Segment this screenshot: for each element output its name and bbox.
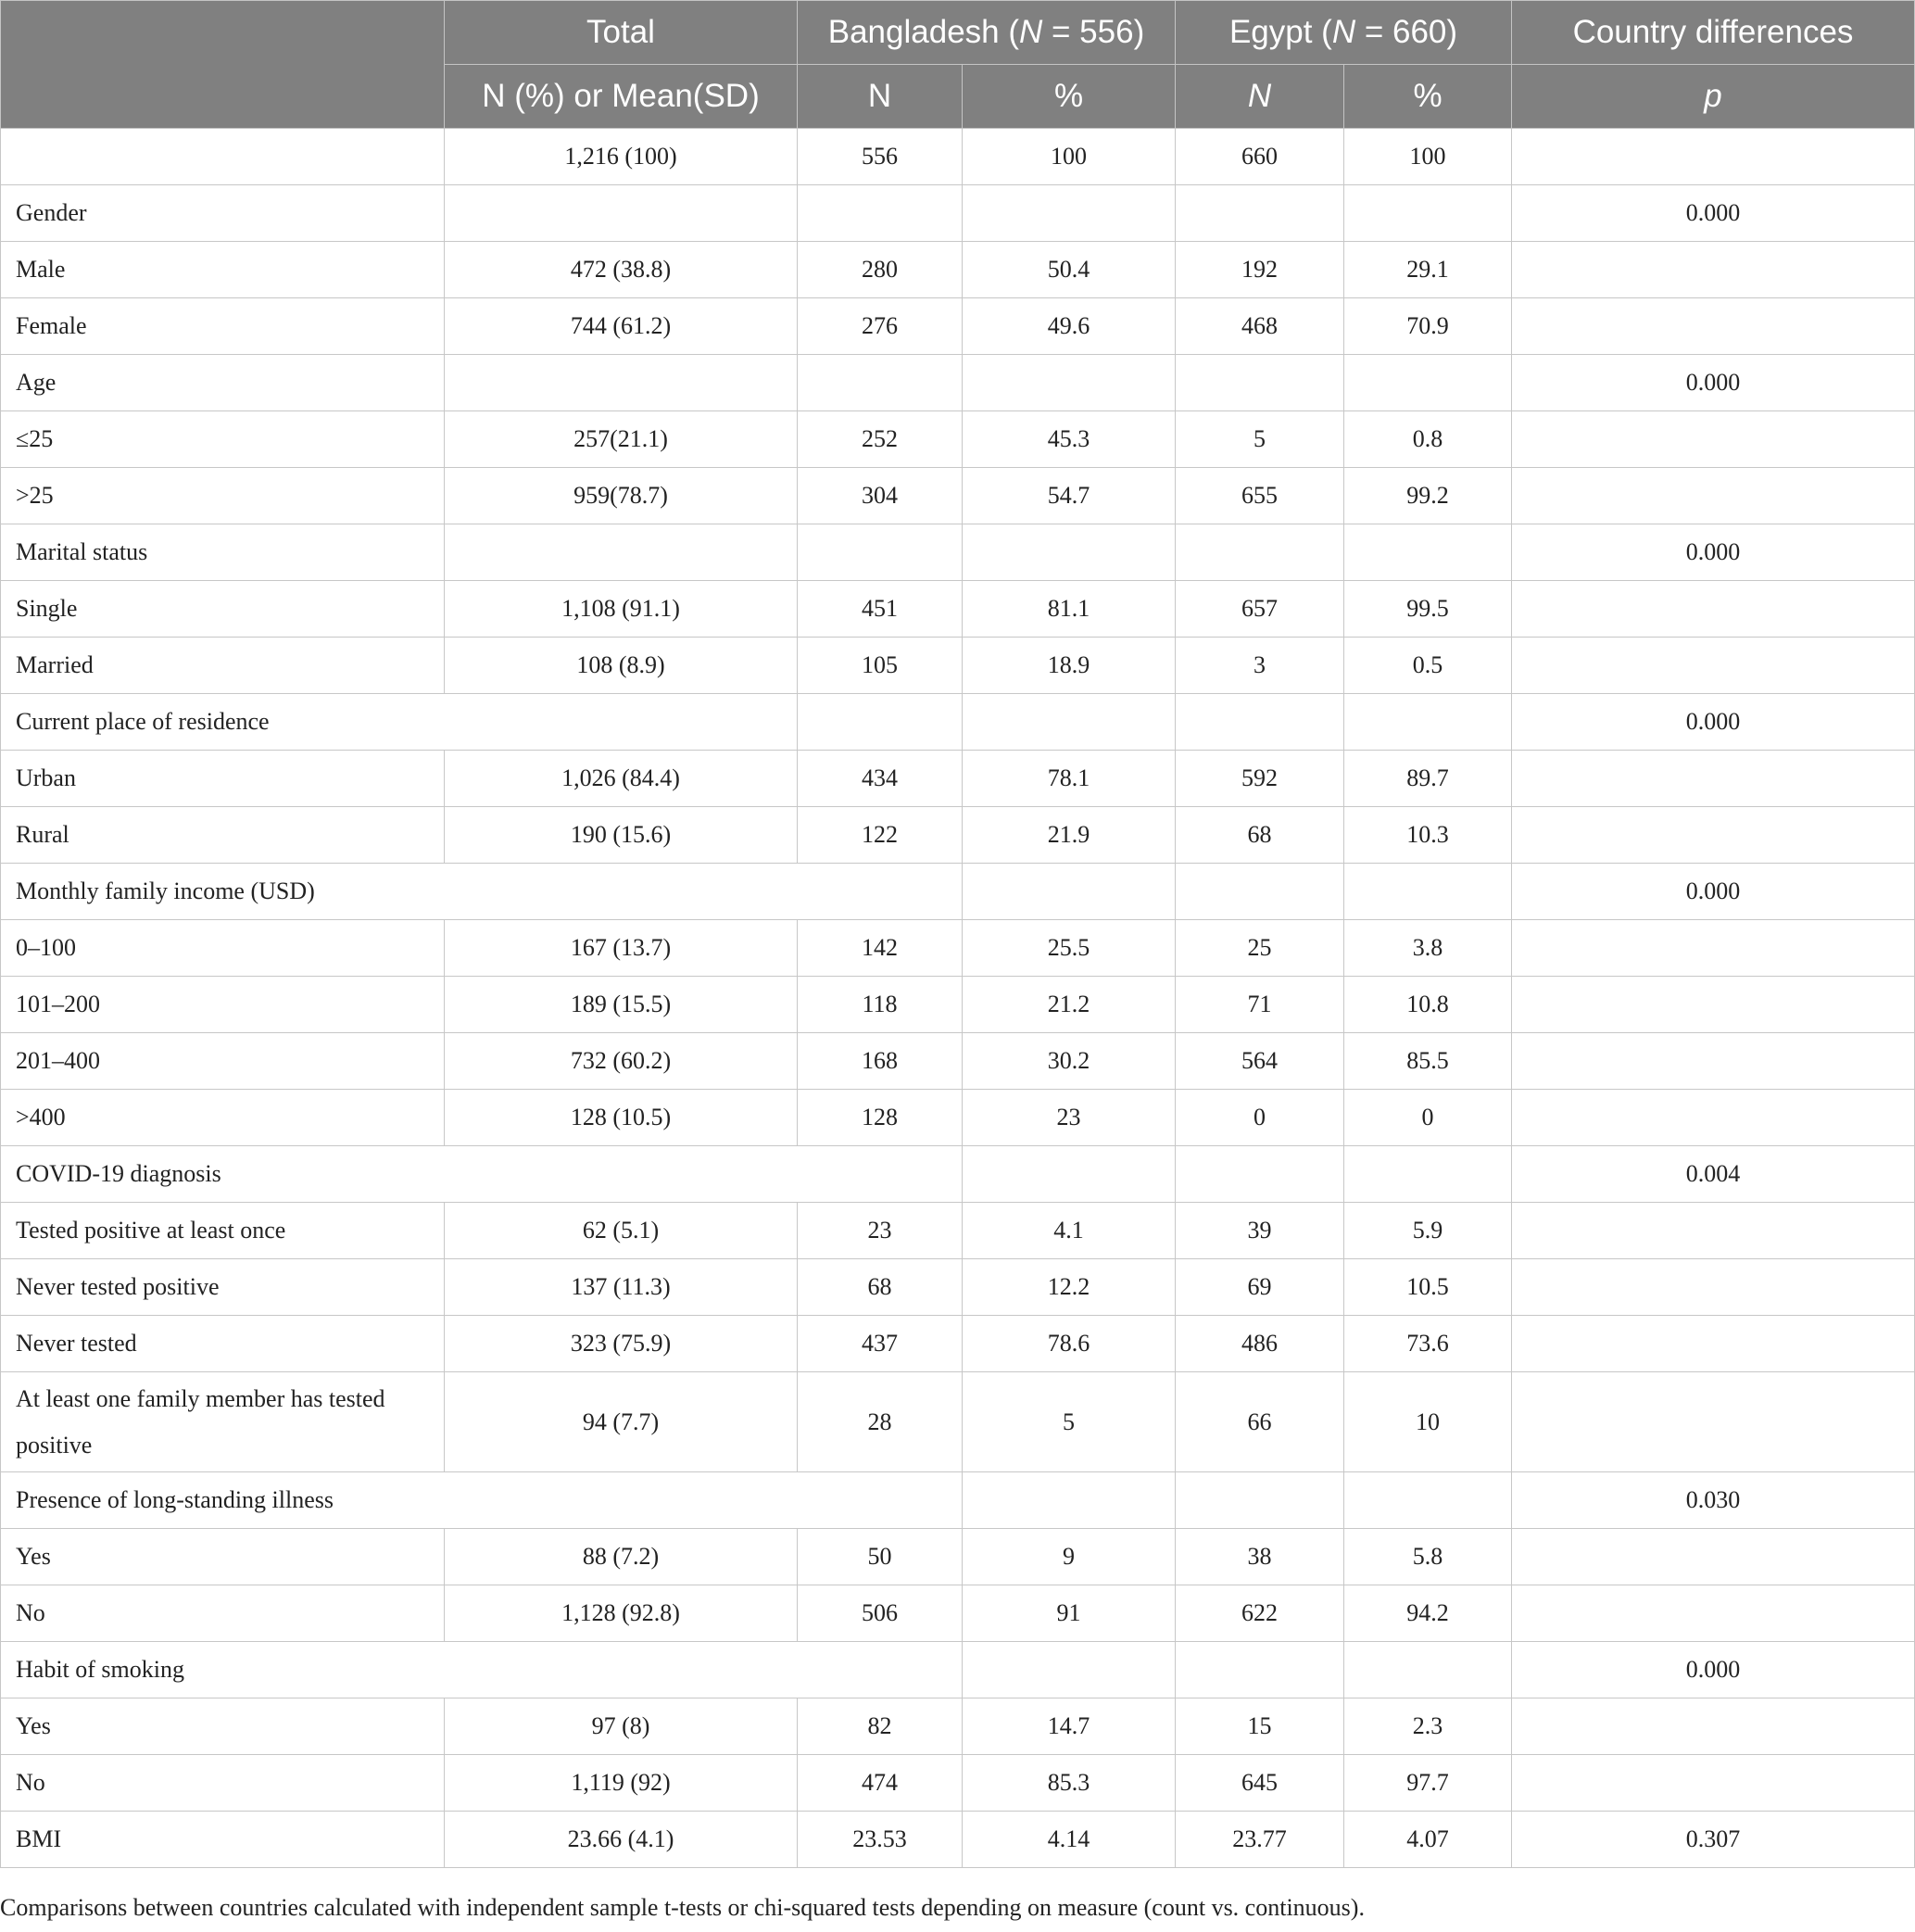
egypt-pct-cell <box>1344 1472 1512 1529</box>
p-value-cell <box>1512 411 1915 468</box>
header-egypt <box>1176 1 1512 65</box>
bangladesh-n-cell: 23 <box>798 1203 963 1259</box>
row-label: Tested positive at least once <box>1 1203 445 1259</box>
row-label: 201–400 <box>1 1033 445 1090</box>
total-cell: 959(78.7) <box>445 468 798 524</box>
bangladesh-n-cell: 28 <box>798 1372 963 1472</box>
bangladesh-pct-cell: 49.6 <box>963 298 1176 355</box>
egypt-n-cell: 657 <box>1176 581 1344 638</box>
total-cell: 190 (15.6) <box>445 807 798 864</box>
row-label: Yes <box>1 1529 445 1585</box>
header-p-italic: p <box>1704 78 1722 114</box>
table-header <box>1 1 1915 129</box>
bangladesh-n-cell: 168 <box>798 1033 963 1090</box>
p-value-cell <box>1512 1372 1915 1472</box>
egypt-n-cell <box>1176 864 1344 920</box>
egypt-n-cell: 192 <box>1176 242 1344 298</box>
bangladesh-pct-cell <box>963 355 1176 411</box>
bangladesh-n-cell: 252 <box>798 411 963 468</box>
total-cell: 472 (38.8) <box>445 242 798 298</box>
bangladesh-pct-cell: 91 <box>963 1585 1176 1642</box>
row-label <box>1 129 445 185</box>
bangladesh-pct-cell: 18.9 <box>963 638 1176 694</box>
row-label: >400 <box>1 1090 445 1146</box>
egypt-n-cell: 69 <box>1176 1259 1344 1316</box>
p-value-cell <box>1512 242 1915 298</box>
bangladesh-pct-cell: 4.1 <box>963 1203 1176 1259</box>
bangladesh-pct-cell: 21.9 <box>963 807 1176 864</box>
p-value-cell <box>1512 1203 1915 1259</box>
bangladesh-pct-cell: 25.5 <box>963 920 1176 977</box>
table-row <box>1 807 1915 864</box>
total-cell: 94 (7.7) <box>445 1372 798 1472</box>
p-value-cell: 0.000 <box>1512 355 1915 411</box>
table-row <box>1 638 1915 694</box>
table-row <box>1 1372 1915 1472</box>
header-bangladesh-n: N <box>1019 14 1043 50</box>
row-label: Age <box>1 355 445 411</box>
egypt-pct-cell: 99.5 <box>1344 581 1512 638</box>
bangladesh-n-cell: 68 <box>798 1259 963 1316</box>
table-row <box>1 185 1915 242</box>
table-row <box>1 920 1915 977</box>
egypt-pct-cell: 70.9 <box>1344 298 1512 355</box>
header-blank-cell <box>1 1 445 129</box>
p-value-cell <box>1512 581 1915 638</box>
egypt-n-cell: 23.77 <box>1176 1812 1344 1868</box>
row-label: Single <box>1 581 445 638</box>
row-label: Presence of long-standing illness <box>1 1472 963 1529</box>
bangladesh-n-cell: 451 <box>798 581 963 638</box>
row-label: COVID-19 diagnosis <box>1 1146 963 1203</box>
bangladesh-pct-cell: 30.2 <box>963 1033 1176 1090</box>
bangladesh-pct-cell <box>963 185 1176 242</box>
egypt-n-cell: 655 <box>1176 468 1344 524</box>
row-label: Never tested positive <box>1 1259 445 1316</box>
egypt-pct-cell: 5.9 <box>1344 1203 1512 1259</box>
row-label: Habit of smoking <box>1 1642 963 1698</box>
header-bangladesh <box>798 1 1176 65</box>
bangladesh-pct-cell <box>963 1146 1176 1203</box>
table-row <box>1 1033 1915 1090</box>
p-value-cell <box>1512 807 1915 864</box>
p-value-cell: 0.000 <box>1512 185 1915 242</box>
total-cell: 167 (13.7) <box>445 920 798 977</box>
bangladesh-n-cell: 506 <box>798 1585 963 1642</box>
p-value-cell <box>1512 638 1915 694</box>
egypt-n-cell: 3 <box>1176 638 1344 694</box>
header-egypt-suffix: = 660) <box>1355 14 1458 50</box>
row-label: Never tested <box>1 1316 445 1372</box>
header-bd-n: N <box>798 65 963 129</box>
egypt-n-cell: 15 <box>1176 1698 1344 1755</box>
egypt-pct-cell: 10.3 <box>1344 807 1512 864</box>
bangladesh-pct-cell: 21.2 <box>963 977 1176 1033</box>
row-label: Rural <box>1 807 445 864</box>
egypt-n-cell: 622 <box>1176 1585 1344 1642</box>
row-label: Female <box>1 298 445 355</box>
bangladesh-n-cell: 474 <box>798 1755 963 1812</box>
egypt-pct-cell: 85.5 <box>1344 1033 1512 1090</box>
egypt-pct-cell: 10.5 <box>1344 1259 1512 1316</box>
p-value-cell: 0.307 <box>1512 1812 1915 1868</box>
table-row <box>1 1090 1915 1146</box>
bangladesh-pct-cell: 81.1 <box>963 581 1176 638</box>
row-label: 0–100 <box>1 920 445 977</box>
bangladesh-n-cell: 276 <box>798 298 963 355</box>
bangladesh-n-cell: 280 <box>798 242 963 298</box>
table-row <box>1 751 1915 807</box>
egypt-n-cell: 71 <box>1176 977 1344 1033</box>
total-cell: 744 (61.2) <box>445 298 798 355</box>
table-row <box>1 1203 1915 1259</box>
p-value-cell <box>1512 468 1915 524</box>
egypt-pct-cell <box>1344 355 1512 411</box>
egypt-n-cell: 645 <box>1176 1755 1344 1812</box>
egypt-n-cell: 38 <box>1176 1529 1344 1585</box>
egypt-pct-cell: 2.3 <box>1344 1698 1512 1755</box>
table-row <box>1 1698 1915 1755</box>
table-row <box>1 1316 1915 1372</box>
egypt-n-cell: 564 <box>1176 1033 1344 1090</box>
p-value-cell <box>1512 1529 1915 1585</box>
egypt-n-cell <box>1176 1642 1344 1698</box>
header-total: Total <box>445 1 798 65</box>
bangladesh-pct-cell <box>963 1642 1176 1698</box>
egypt-n-cell: 25 <box>1176 920 1344 977</box>
header-eg-n <box>1176 65 1344 129</box>
bangladesh-n-cell <box>798 185 963 242</box>
bangladesh-pct-cell: 54.7 <box>963 468 1176 524</box>
table-row <box>1 1812 1915 1868</box>
header-country-differences: Country differences <box>1512 1 1915 65</box>
header-eg-n-italic: N <box>1247 78 1272 114</box>
bangladesh-pct-cell: 12.2 <box>963 1259 1176 1316</box>
total-cell <box>445 185 798 242</box>
table-row <box>1 355 1915 411</box>
bangladesh-n-cell: 304 <box>798 468 963 524</box>
total-cell: 97 (8) <box>445 1698 798 1755</box>
egypt-pct-cell: 94.2 <box>1344 1585 1512 1642</box>
bangladesh-pct-cell: 14.7 <box>963 1698 1176 1755</box>
bangladesh-n-cell: 128 <box>798 1090 963 1146</box>
egypt-pct-cell: 5.8 <box>1344 1529 1512 1585</box>
row-label: No <box>1 1755 445 1812</box>
p-value-cell <box>1512 1698 1915 1755</box>
table-row <box>1 1529 1915 1585</box>
bangladesh-pct-cell: 85.3 <box>963 1755 1176 1812</box>
egypt-n-cell <box>1176 1472 1344 1529</box>
table-row <box>1 694 1915 751</box>
header-eg-pct: % <box>1344 65 1512 129</box>
egypt-pct-cell: 97.7 <box>1344 1755 1512 1812</box>
header-egypt-prefix: Egypt ( <box>1228 14 1332 50</box>
egypt-pct-cell: 73.6 <box>1344 1316 1512 1372</box>
egypt-pct-cell: 100 <box>1344 129 1512 185</box>
total-cell: 88 (7.2) <box>445 1529 798 1585</box>
p-value-cell <box>1512 977 1915 1033</box>
bangladesh-pct-cell <box>963 694 1176 751</box>
p-value-cell <box>1512 129 1915 185</box>
bangladesh-n-cell: 142 <box>798 920 963 977</box>
bangladesh-n-cell: 82 <box>798 1698 963 1755</box>
table-row <box>1 864 1915 920</box>
egypt-pct-cell: 99.2 <box>1344 468 1512 524</box>
p-value-cell <box>1512 298 1915 355</box>
egypt-n-cell: 39 <box>1176 1203 1344 1259</box>
egypt-pct-cell <box>1344 1146 1512 1203</box>
p-value-cell <box>1512 1259 1915 1316</box>
egypt-n-cell: 592 <box>1176 751 1344 807</box>
egypt-pct-cell: 3.8 <box>1344 920 1512 977</box>
p-value-cell <box>1512 1090 1915 1146</box>
total-cell: 108 (8.9) <box>445 638 798 694</box>
total-cell: 189 (15.5) <box>445 977 798 1033</box>
egypt-n-cell: 486 <box>1176 1316 1344 1372</box>
egypt-pct-cell <box>1344 694 1512 751</box>
total-cell: 128 (10.5) <box>445 1090 798 1146</box>
egypt-n-cell: 468 <box>1176 298 1344 355</box>
bangladesh-pct-cell: 78.6 <box>963 1316 1176 1372</box>
total-cell <box>445 524 798 581</box>
p-value-cell: 0.030 <box>1512 1472 1915 1529</box>
table-row <box>1 524 1915 581</box>
header-egypt-n: N <box>1331 14 1356 50</box>
p-value-cell: 0.004 <box>1512 1146 1915 1203</box>
table-row <box>1 1146 1915 1203</box>
table-footnote: Comparisons between countries calculated with independent sample t-tests or chi-squared tests depending on measure (count vs. continuous). <box>0 1894 1365 1921</box>
bangladesh-pct-cell: 4.14 <box>963 1812 1176 1868</box>
table-row <box>1 411 1915 468</box>
bangladesh-n-cell: 437 <box>798 1316 963 1372</box>
table-row <box>1 977 1915 1033</box>
egypt-n-cell: 66 <box>1176 1372 1344 1472</box>
bangladesh-pct-cell: 50.4 <box>963 242 1176 298</box>
bangladesh-pct-cell <box>963 864 1176 920</box>
row-label: 101–200 <box>1 977 445 1033</box>
egypt-n-cell <box>1176 185 1344 242</box>
p-value-cell <box>1512 1316 1915 1372</box>
total-cell: 323 (75.9) <box>445 1316 798 1372</box>
bangladesh-pct-cell: 5 <box>963 1372 1176 1472</box>
egypt-pct-cell: 89.7 <box>1344 751 1512 807</box>
egypt-pct-cell <box>1344 1642 1512 1698</box>
row-label: Urban <box>1 751 445 807</box>
header-p <box>1512 65 1915 129</box>
row-label: At least one family member has tested positive <box>1 1372 445 1472</box>
total-cell: 1,128 (92.8) <box>445 1585 798 1642</box>
header-total-sub: N (%) or Mean(SD) <box>445 65 798 129</box>
header-bangladesh-prefix: Bangladesh ( <box>827 14 1020 50</box>
total-cell: 23.66 (4.1) <box>445 1812 798 1868</box>
row-label: Gender <box>1 185 445 242</box>
row-label: BMI <box>1 1812 445 1868</box>
table-row <box>1 1755 1915 1812</box>
row-label: ≤25 <box>1 411 445 468</box>
egypt-pct-cell: 0 <box>1344 1090 1512 1146</box>
bangladesh-n-cell <box>798 694 963 751</box>
egypt-n-cell: 660 <box>1176 129 1344 185</box>
p-value-cell <box>1512 1755 1915 1812</box>
p-value-cell <box>1512 1033 1915 1090</box>
bangladesh-n-cell: 118 <box>798 977 963 1033</box>
egypt-n-cell <box>1176 1146 1344 1203</box>
bangladesh-pct-cell <box>963 524 1176 581</box>
total-cell: 257(21.1) <box>445 411 798 468</box>
row-label: No <box>1 1585 445 1642</box>
bangladesh-pct-cell: 23 <box>963 1090 1176 1146</box>
total-cell: 137 (11.3) <box>445 1259 798 1316</box>
bangladesh-n-cell: 556 <box>798 129 963 185</box>
total-cell: 1,026 (84.4) <box>445 751 798 807</box>
egypt-n-cell: 0 <box>1176 1090 1344 1146</box>
table-body <box>1 129 1915 1868</box>
table-row <box>1 242 1915 298</box>
p-value-cell: 0.000 <box>1512 1642 1915 1698</box>
total-cell: 62 (5.1) <box>445 1203 798 1259</box>
p-value-cell: 0.000 <box>1512 524 1915 581</box>
egypt-pct-cell <box>1344 524 1512 581</box>
egypt-pct-cell <box>1344 864 1512 920</box>
table-row <box>1 581 1915 638</box>
header-row-1 <box>1 1 1915 65</box>
table-row <box>1 468 1915 524</box>
row-label: Married <box>1 638 445 694</box>
egypt-pct-cell: 10.8 <box>1344 977 1512 1033</box>
bangladesh-n-cell <box>798 524 963 581</box>
row-label: Male <box>1 242 445 298</box>
p-value-cell: 0.000 <box>1512 694 1915 751</box>
bangladesh-pct-cell <box>963 1472 1176 1529</box>
bangladesh-pct-cell: 9 <box>963 1529 1176 1585</box>
table-row <box>1 1642 1915 1698</box>
egypt-pct-cell: 0.8 <box>1344 411 1512 468</box>
egypt-pct-cell: 0.5 <box>1344 638 1512 694</box>
table-row <box>1 1585 1915 1642</box>
row-label: Marital status <box>1 524 445 581</box>
egypt-n-cell <box>1176 355 1344 411</box>
p-value-cell <box>1512 920 1915 977</box>
table-row <box>1 1472 1915 1529</box>
bangladesh-n-cell: 23.53 <box>798 1812 963 1868</box>
header-bd-pct: % <box>963 65 1176 129</box>
total-cell: 732 (60.2) <box>445 1033 798 1090</box>
table-row <box>1 1259 1915 1316</box>
bangladesh-pct-cell: 45.3 <box>963 411 1176 468</box>
header-bangladesh-suffix: = 556) <box>1042 14 1145 50</box>
bangladesh-n-cell: 434 <box>798 751 963 807</box>
row-label: Monthly family income (USD) <box>1 864 963 920</box>
total-cell <box>445 355 798 411</box>
bangladesh-n-cell: 122 <box>798 807 963 864</box>
row-label: Current place of residence <box>1 694 798 751</box>
p-value-cell <box>1512 1585 1915 1642</box>
bangladesh-n-cell: 50 <box>798 1529 963 1585</box>
p-value-cell <box>1512 751 1915 807</box>
bangladesh-pct-cell: 78.1 <box>963 751 1176 807</box>
egypt-n-cell: 68 <box>1176 807 1344 864</box>
row-label: >25 <box>1 468 445 524</box>
egypt-n-cell <box>1176 524 1344 581</box>
egypt-n-cell <box>1176 694 1344 751</box>
total-cell: 1,216 (100) <box>445 129 798 185</box>
egypt-pct-cell <box>1344 185 1512 242</box>
row-label: Yes <box>1 1698 445 1755</box>
bangladesh-n-cell: 105 <box>798 638 963 694</box>
egypt-n-cell: 5 <box>1176 411 1344 468</box>
egypt-pct-cell: 29.1 <box>1344 242 1512 298</box>
table-row <box>1 298 1915 355</box>
total-cell: 1,108 (91.1) <box>445 581 798 638</box>
total-cell: 1,119 (92) <box>445 1755 798 1812</box>
table-row <box>1 129 1915 185</box>
bangladesh-pct-cell: 100 <box>963 129 1176 185</box>
egypt-pct-cell: 4.07 <box>1344 1812 1512 1868</box>
p-value-cell: 0.000 <box>1512 864 1915 920</box>
egypt-pct-cell: 10 <box>1344 1372 1512 1472</box>
bangladesh-n-cell <box>798 355 963 411</box>
